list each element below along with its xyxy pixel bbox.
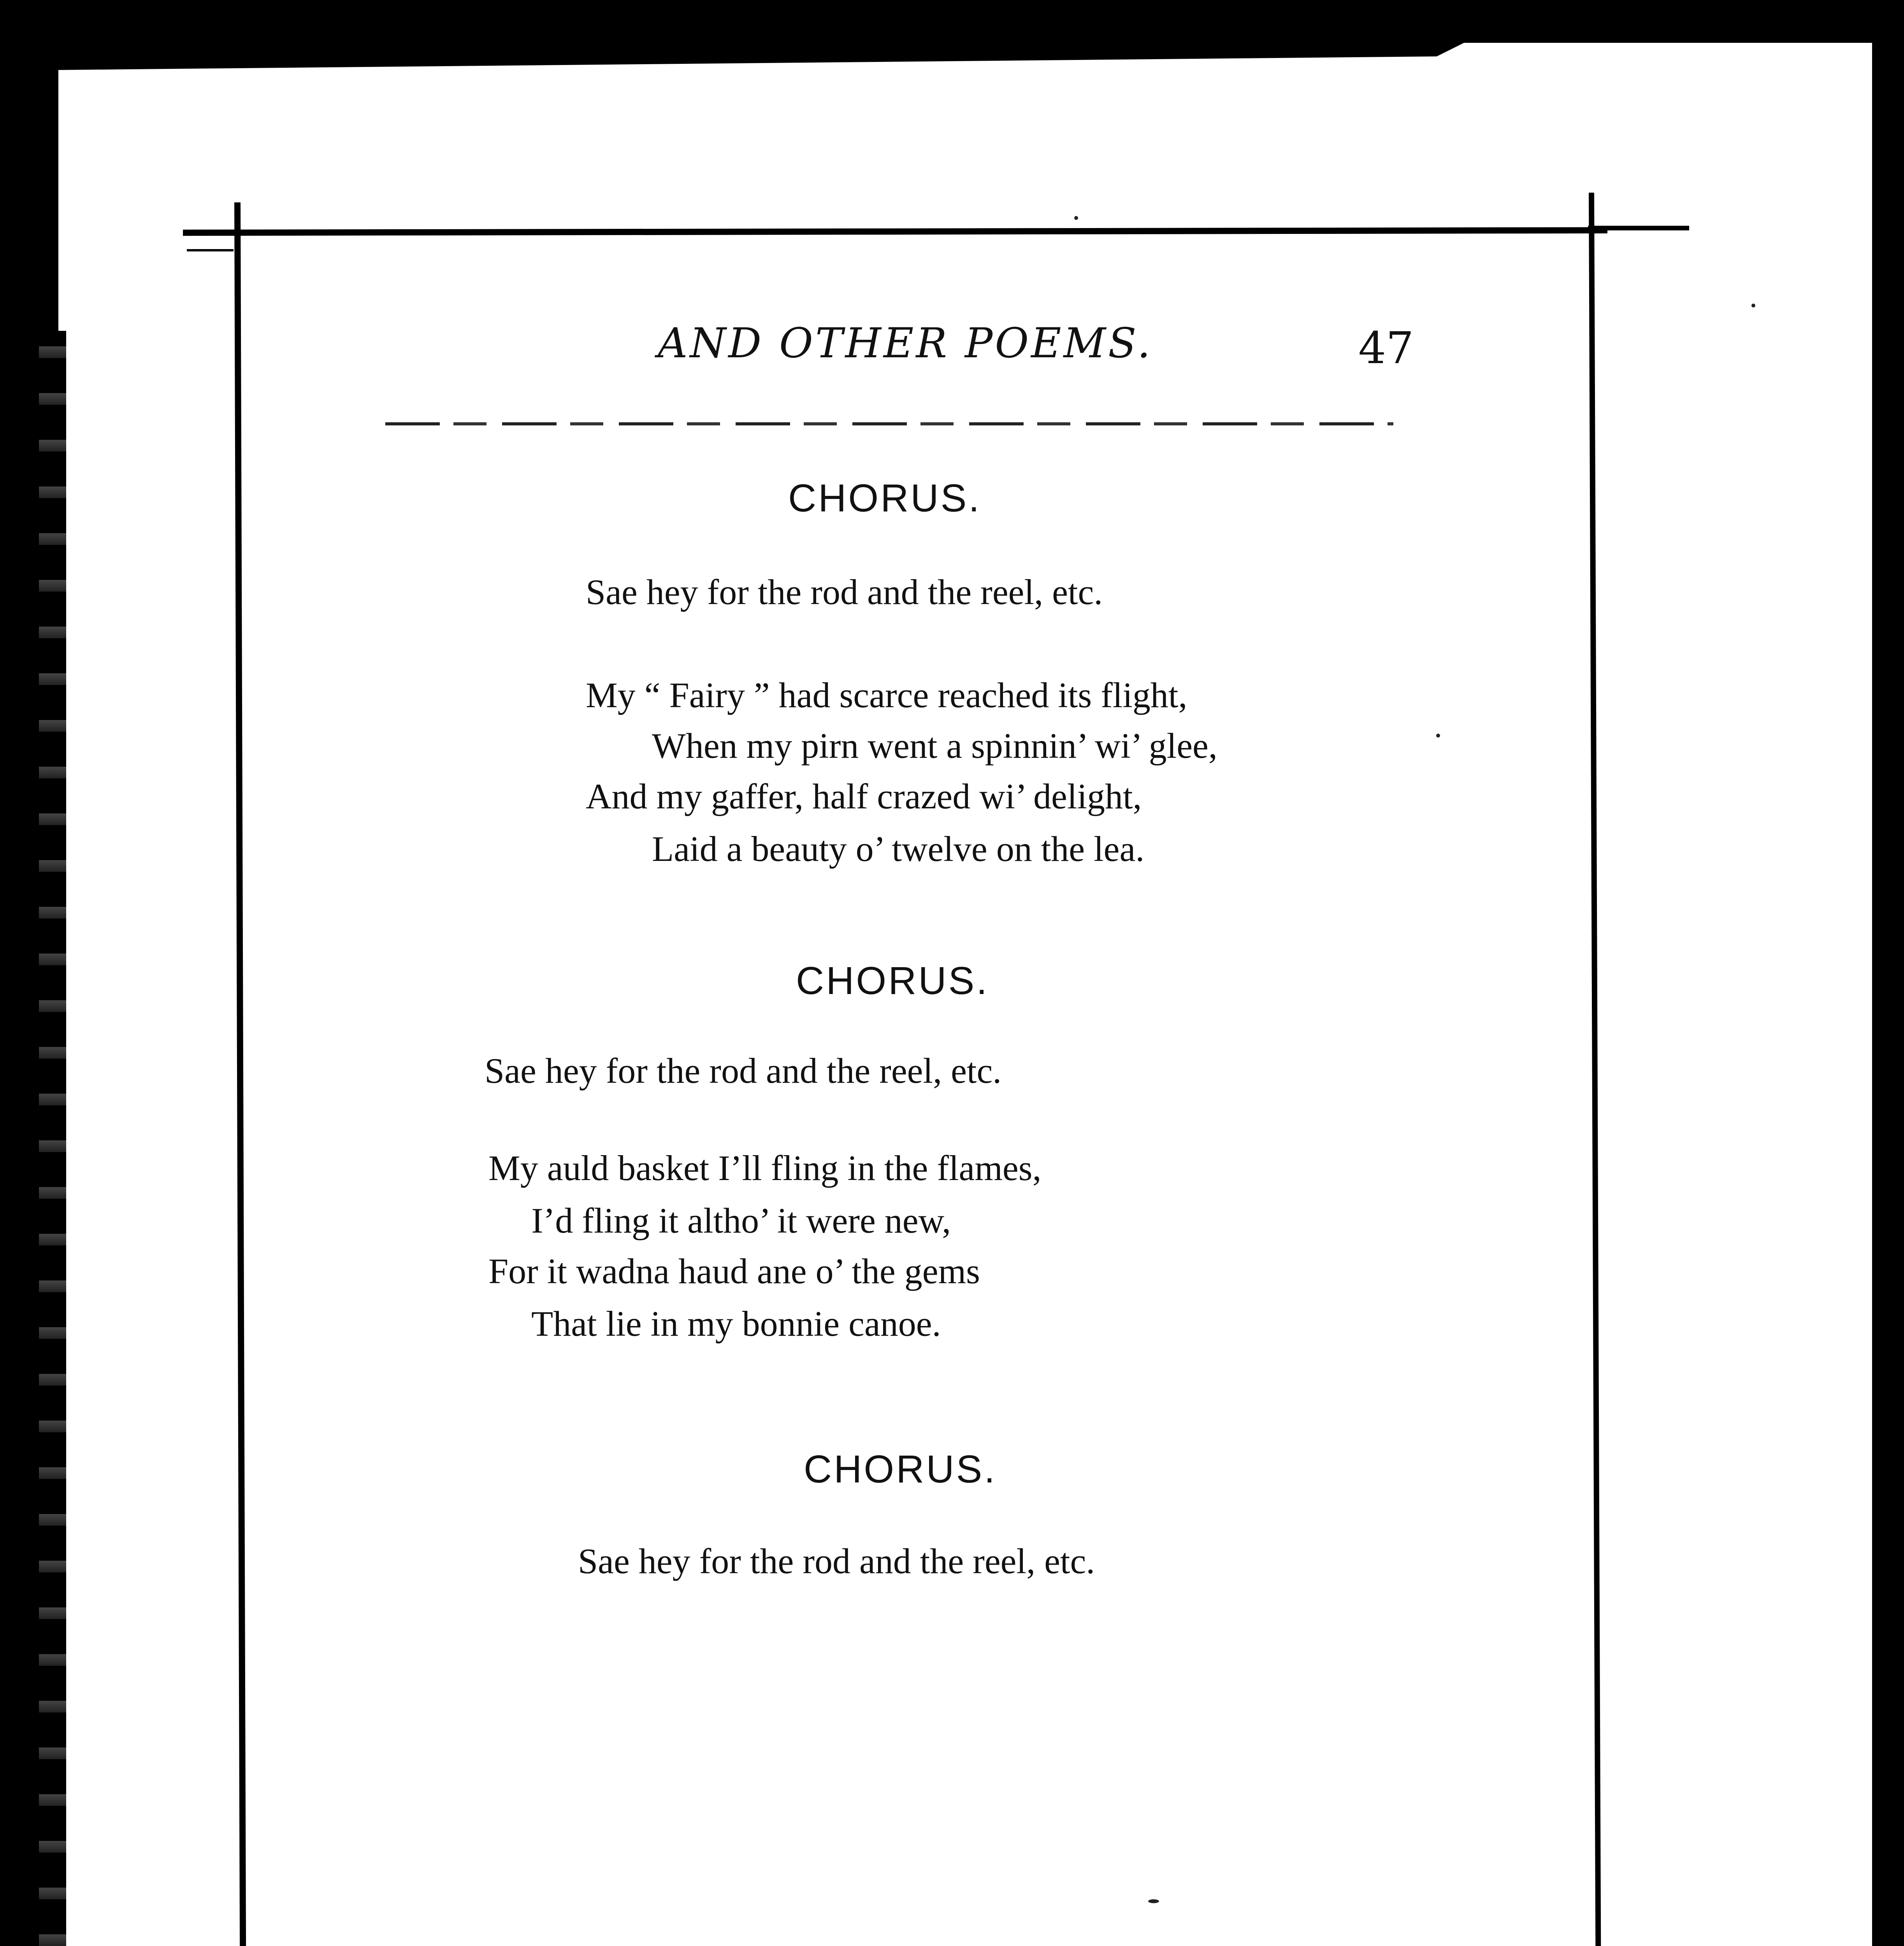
chorus-heading-2: CHORUS. (796, 959, 989, 1003)
running-head: AND OTHER POEMS. (658, 319, 1153, 367)
stanza-1-line-3: And my gaffer, half crazed wi’ delight, (586, 776, 1142, 816)
stanza-2-line-1: My auld basket I’ll fling in the flames, (488, 1148, 1042, 1188)
page-number: 47 (1358, 323, 1414, 374)
refrain-line-3: Sae hey for the rod and the reel, etc. (578, 1541, 1095, 1581)
print-speck (1436, 734, 1440, 738)
chorus-heading-1: CHORUS. (788, 476, 982, 520)
head-rule (385, 422, 1393, 425)
border-rule-top-extension (1588, 226, 1689, 230)
stanza-2-line-3: For it wadna haud ane o’ the gems (488, 1251, 980, 1291)
print-speck (1148, 1899, 1159, 1903)
print-speck (1074, 216, 1078, 220)
stanza-1-line-4: Laid a beauty o’ twelve on the lea. (652, 829, 1145, 869)
chorus-heading-3: CHORUS. (804, 1447, 997, 1491)
binding-edge (39, 331, 66, 1946)
print-speck (1751, 304, 1755, 307)
stanza-1-line-1: My “ Fairy ” had scarce reached its flight, (586, 675, 1187, 715)
stanza-2-line-2: I’d fling it altho’ it were new, (531, 1201, 951, 1240)
border-rule-left-stub (187, 249, 234, 251)
refrain-line-2: Sae hey for the rod and the reel, etc. (485, 1051, 1002, 1091)
refrain-line-1: Sae hey for the rod and the reel, etc. (586, 572, 1103, 612)
stanza-1-line-2: When my pirn went a spinnin’ wi’ glee, (652, 726, 1217, 766)
stanza-2-line-4: That lie in my bonnie canoe. (531, 1304, 941, 1344)
